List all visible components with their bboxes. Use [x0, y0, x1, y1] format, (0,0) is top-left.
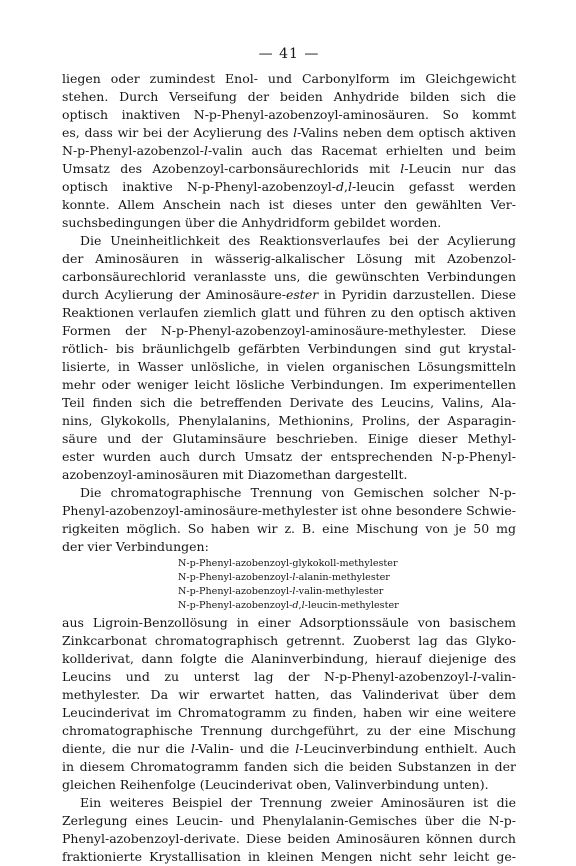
text-line: Umsatz des Azobenzoyl-carbonsäurechlorids mit l-Leucin nur das — [62, 161, 516, 176]
text-line: optisch inaktive N-p-Phenyl-azobenzoyl-d,l-leucin gefasst werden — [62, 179, 516, 194]
text-line: gleichen Reihenfolge (Leucinderivat oben, Valinverbindung unten). — [62, 777, 489, 792]
text-line: methylester. Da wir erwartet hatten, das Valinderivat über dem — [62, 687, 516, 702]
text-line: kollderivat, dann folgte die Alaninverbindung, hierauf diejenige des — [62, 651, 516, 666]
text-line: Zinkcarbonat chromatographisch getrennt. Zuoberst lag das Glyko- — [62, 633, 516, 648]
text-line: durch Acylierung der Aminosäure-ester in Pyridin darzustellen. Diese — [62, 287, 516, 302]
text-line: N-p-Phenyl-azobenzol-l-valin auch das Racemat erhielten und beim — [62, 143, 516, 158]
text-line: Leucins und zu unterst lag der N-p-Phenyl-azobenzoyl-l-valin- — [62, 669, 516, 684]
text-line: nins, Glykokolls, Phenylalanins, Methionins, Prolins, der Asparagin- — [62, 413, 516, 428]
text-line: chromatographische Trennung durchgeführt, zu der eine Mischung — [62, 723, 516, 738]
text-line: carbonsäurechlorid veranlasste uns, die gewünschten Verbindungen — [62, 269, 516, 284]
text-line: Reaktionen verlaufen ziemlich glatt und führen zu den optisch aktiven — [62, 305, 516, 320]
text-line: Phenyl-azobenzoyl-derivate. Diese beiden Aminosäuren können durch — [62, 831, 516, 846]
document-page — [62, 42, 516, 866]
text-line: es, dass wir bei der Acylierung des l-Valins neben dem optisch aktiven — [62, 125, 516, 140]
compound-item: N-p-Phenyl-azobenzoyl-d,l-leucin-methylester — [178, 600, 399, 611]
text-line: rötlich- bis bräunlichgelb gefärbten Verbindungen sind gut krystal- — [62, 341, 516, 356]
paragraph-block-bottom — [62, 614, 516, 866]
text-line: der Aminosäuren in wässerig-alkalischer Lösung mit Azobenzol- — [62, 251, 516, 266]
text-line: Die Uneinheitlichkeit des Reaktionsverlaufes bei der Acylierung — [80, 233, 516, 248]
text-line: Phenyl-azobenzoyl-aminosäure-methylester ist ohne besondere Schwie- — [62, 503, 517, 518]
text-line: Formen der N-p-Phenyl-azobenzoyl-aminosäure-methylester. Diese — [62, 323, 516, 338]
text-line: diente, die nur die l-Valin- und die l-Leucinverbindung enthielt. Auch — [62, 741, 516, 756]
text-line: der vier Verbindungen: — [62, 539, 209, 554]
text-line: liegen oder zumindest Enol- und Carbonylform im Gleichgewicht — [62, 71, 516, 86]
text-line: Ein weiteres Beispiel der Trennung zweier Aminosäuren ist die — [80, 795, 516, 810]
text-line: azobenzoyl-aminosäuren mit Diazomethan dargestellt. — [62, 467, 408, 482]
text-line: Leucinderivat im Chromatogramm zu finden, haben wir eine weitere — [62, 705, 516, 720]
compound-item: N-p-Phenyl-azobenzoyl-l-alanin-methylester — [178, 572, 390, 583]
text-line: konnte. Allem Anschein nach ist dieses unter den gewählten Ver- — [62, 197, 516, 212]
text-line: lisierte, in Wasser unlösliche, in vielen organischen Lösungsmitteln — [62, 359, 516, 374]
page-number: — 41 — — [258, 46, 320, 62]
text-line: fraktionierte Krystallisation in kleinen Mengen nicht sehr leicht ge- — [62, 849, 516, 864]
text-line: rigkeiten möglich. So haben wir z. B. eine Mischung von je 50 mg — [62, 521, 516, 536]
compound-list — [178, 557, 516, 613]
text-line: Teil finden sich die betreffenden Derivate des Leucins, Valins, Ala- — [62, 395, 516, 410]
text-line: Die chromatographische Trennung von Gemischen solcher N-p- — [80, 485, 516, 500]
compound-item: N-p-Phenyl-azobenzoyl-glykokoll-methylester — [178, 558, 398, 569]
compound-item: N-p-Phenyl-azobenzoyl-l-valin-methylester — [178, 586, 384, 597]
text-line: säure und der Glutaminsäure beschrieben. Einige dieser Methyl- — [62, 431, 516, 446]
text-line: Zerlegung eines Leucin- und Phenylalanin-Gemisches über die N-p- — [62, 813, 516, 828]
text-line: in diesem Chromatogramm fanden sich die beiden Substanzen in der — [62, 759, 516, 774]
text-line: ester wurden auch durch Umsatz der entsprechenden N-p-Phenyl- — [62, 449, 516, 464]
text-line: suchsbedingungen über die Anhydridform gebildet worden. — [62, 215, 442, 230]
text-line: stehen. Durch Verseifung der beiden Anhydride bilden sich die — [62, 89, 516, 104]
text-line: mehr oder weniger leicht lösliche Verbindungen. Im experimentellen — [62, 377, 516, 392]
paragraph-block-top — [62, 70, 516, 556]
text-line: optisch inaktiven N-p-Phenyl-azobenzoyl-aminosäuren. So kommt — [62, 107, 516, 122]
text-line: aus Ligroin-Benzollösung in einer Adsorptionssäule von basischem — [62, 615, 516, 630]
